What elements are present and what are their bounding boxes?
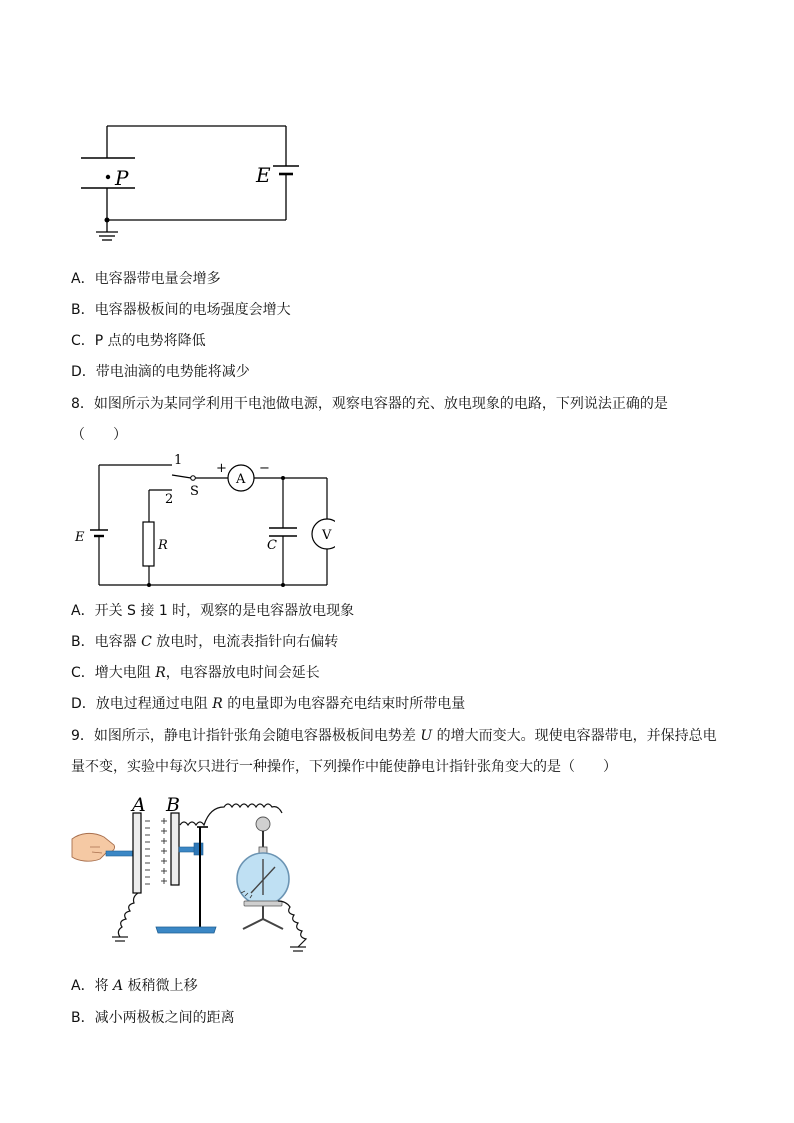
oil-drop-point [106, 175, 110, 179]
plate-b-label: B [166, 797, 180, 816]
battery-label: E [75, 530, 85, 545]
q8-option-b: B．电容器 C 放电时，电流表指针向右偏转 [71, 634, 339, 650]
q8-option-d: D．放电过程通过电阻 R 的电量即为电容器充电结束时所带电量 [71, 696, 466, 712]
ammeter-label: A [236, 472, 246, 487]
contact-1-label: 1 [174, 453, 183, 468]
ammeter-plus: + [216, 461, 227, 476]
q7-circuit-figure [75, 118, 315, 246]
stand-base [156, 927, 216, 933]
q9-electroscope-figure [70, 797, 325, 955]
resistor-label: R [158, 538, 168, 553]
q9-option-b: B．减小两极板之间的距离 [71, 1010, 235, 1026]
q9-stem-line-1: 9．如图所示，静电计指针张角会随电容器极板间电势差 U 的增大而变大。现使电容器带电，并保持总电 [71, 728, 717, 744]
q8-option-c: C．增大电阻 R，电容器放电时间会延长 [71, 665, 320, 681]
switch-label: S [190, 484, 199, 499]
q7-option-c: C．P 点的电势将降低 [71, 333, 206, 349]
q9-stem-line-2: 量不变，实验中每次只进行一种操作，下列操作中能使静电计指针张角变大的是（ ） [71, 759, 617, 775]
q8-stem: 8．如图所示为某同学利用干电池做电源，观察电容器的充、放电现象的电路，下列说法正确的是 [71, 396, 668, 412]
plate-b [171, 813, 179, 885]
capacitor-label: C [267, 538, 277, 553]
plate-a [133, 813, 141, 893]
label-p: P [115, 166, 129, 190]
ammeter-minus: − [259, 461, 270, 476]
q7-option-a: A．电容器带电量会增多 [71, 271, 221, 287]
label-e: E [256, 163, 271, 187]
voltmeter-label: V [322, 528, 332, 543]
q7-option-b: B．电容器极板间的电场强度会增大 [71, 302, 291, 318]
q7-option-d: D．带电油滴的电势能将减少 [71, 364, 250, 380]
q8-circuit-figure [70, 448, 335, 590]
q8-answer-paren: （ ） [71, 427, 127, 443]
contact-2-label: 2 [165, 492, 174, 507]
q9-option-a: A．将 A 板稍微上移 [71, 978, 198, 994]
q8-option-a: A．开关 S 接 1 时，观察的是电容器放电现象 [71, 603, 355, 619]
plate-a-label: A [132, 797, 146, 816]
